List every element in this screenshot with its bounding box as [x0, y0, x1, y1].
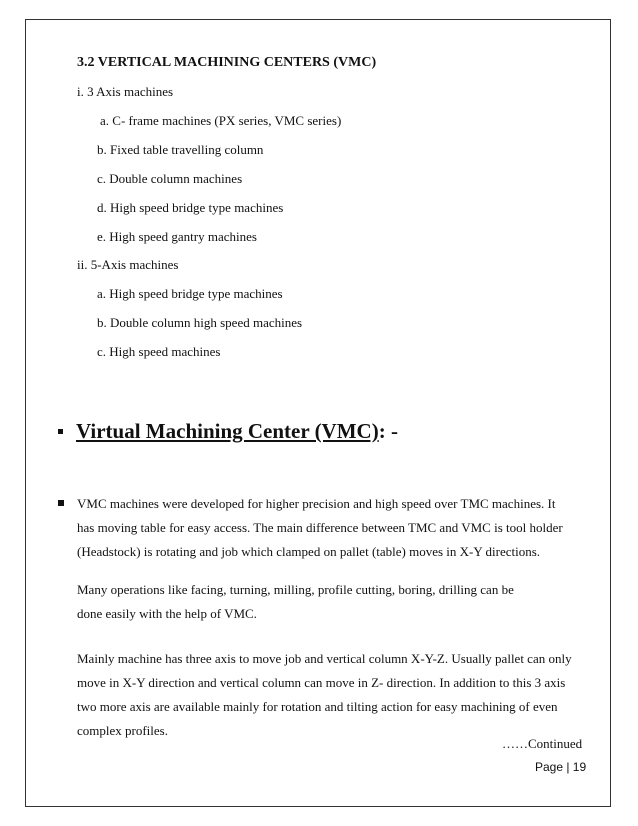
list2-item: c. High speed machines	[97, 344, 221, 359]
paragraph3-line: Mainly machine has three axis to move job and vertical column X-Y-Z. Usually pallet can only	[77, 651, 572, 666]
list1-item: a. C- frame machines (PX series, VMC series)	[100, 113, 342, 128]
continued-note: ……Continued	[502, 736, 583, 751]
virtual-heading-suffix: : -	[378, 419, 398, 443]
virtual-heading	[76, 418, 398, 444]
section-heading: 3.2 VERTICAL MACHINING CENTERS (VMC)	[77, 55, 377, 70]
paragraph1-line: has moving table for easy access. The main difference between TMC and VMC is tool holder	[77, 520, 563, 535]
list1-item: d. High speed bridge type machines	[97, 200, 284, 215]
bullet-square-icon	[58, 429, 63, 434]
list1-item: c. Double column machines	[97, 171, 243, 186]
page-number: Page | 19	[535, 760, 587, 774]
paragraph3-line: two more axis are available mainly for rotation and tilting action for easy machining of even	[77, 699, 558, 714]
virtual-heading-underlined: Virtual Machining Center (VMC)	[76, 419, 379, 443]
list2-label: ii. 5-Axis machines	[77, 257, 179, 272]
paragraph1-line: (Headstock) is rotating and job which clamped on pallet (table) moves in X-Y directions.	[77, 544, 541, 559]
list2-item: a. High speed bridge type machines	[97, 286, 283, 301]
paragraph3-line: move in X-Y direction and vertical column can move in Z- direction. In addition to this 3 axis	[77, 675, 566, 690]
bullet-square-icon	[58, 500, 64, 506]
paragraph3-line: complex profiles.	[77, 723, 168, 738]
list1-item: b. Fixed table travelling column	[97, 142, 264, 157]
paragraph1-line: VMC machines were developed for higher precision and high speed over TMC machines. It	[77, 496, 556, 511]
list1-item: e. High speed gantry machines	[97, 229, 257, 244]
list2-item: b. Double column high speed machines	[97, 315, 303, 330]
paragraph2-line: done easily with the help of VMC.	[77, 606, 257, 621]
paragraph2-line: Many operations like facing, turning, milling, profile cutting, boring, drilling can be	[77, 582, 514, 597]
list1-label: i. 3 Axis machines	[77, 84, 174, 99]
